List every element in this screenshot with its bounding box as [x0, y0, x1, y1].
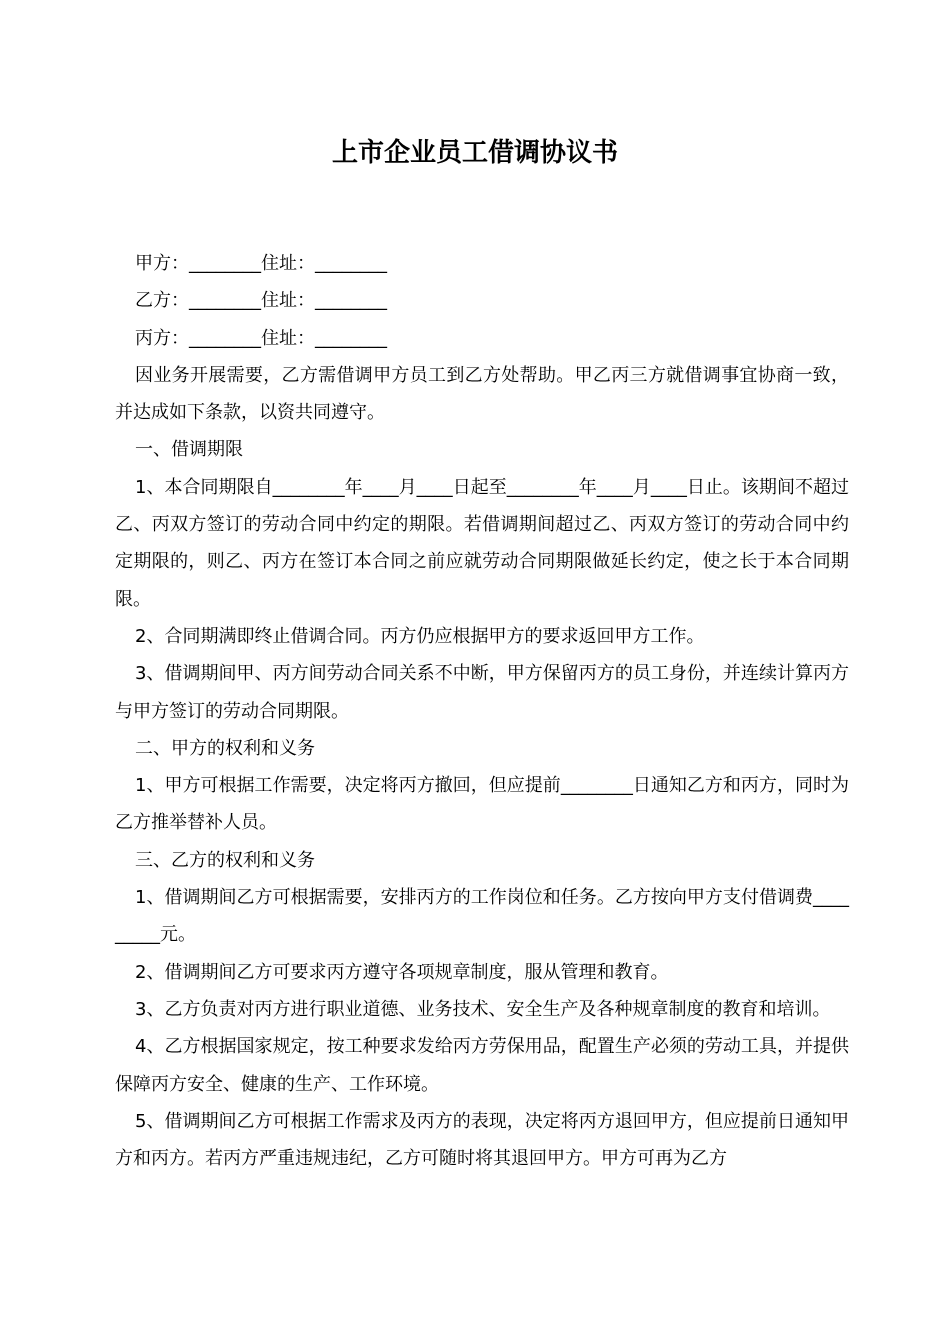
party-c-line: 丙方：________住址：________ — [135, 327, 387, 349]
party-b-clause-5: 5、借调期间乙方可根据工作需求及丙方的表现，决定将丙方退回甲方，但应提前日通知甲方和丙方。若丙方严重违规违纪，乙方可随时将其退回甲方。甲方可再为乙方 — [115, 1110, 849, 1170]
section-heading-party-a: 二、甲方的权利和义务 — [135, 737, 315, 759]
section-heading-party-b: 三、乙方的权利和义务 — [135, 849, 315, 871]
term-clause-2: 2、合同期满即终止借调合同。丙方仍应根据甲方的要求返回甲方工作。 — [135, 625, 705, 647]
party-b-clause-1: 1、借调期间乙方可根据需要，安排丙方的工作岗位和任务。乙方按向甲方支付借调费_________元。 — [115, 887, 849, 946]
preamble-paragraph: 因业务开展需要，乙方需借调甲方员工到乙方处帮助。甲乙丙三方就借调事宜协商一致，并达成如下条款，以资共同遵守。 — [115, 364, 849, 424]
document-title: 上市企业员工借调协议书 — [331, 138, 618, 168]
document-body — [115, 245, 849, 1177]
party-b-clause-4: 4、乙方根据国家规定，按工种要求发给丙方劳保用品，配置生产必须的劳动工具，并提供保障丙方安全、健康的生产、工作环境。 — [115, 1036, 849, 1095]
party-a-line: 甲方：________住址：________ — [135, 253, 387, 274]
party-a-clause-1: 1、甲方可根据工作需要，决定将丙方撤回，但应提前________日通知乙方和丙方，同时为乙方推举替补人员。 — [115, 775, 849, 834]
section-heading-term: 一、借调期限 — [135, 439, 243, 461]
party-b-clause-3: 3、乙方负责对丙方进行职业道德、业务技术、安全生产及各种规章制度的教育和培训。 — [135, 998, 831, 1020]
term-clause-3: 3、借调期间甲、丙方间劳动合同关系不中断，甲方保留丙方的员工身份，并连续计算丙方与甲方签订的劳动合同期限。 — [115, 663, 849, 722]
party-b-line: 乙方：________住址：________ — [135, 290, 387, 312]
term-clause-1: 1、本合同期限自________年____月____日起至________年____月____日止。该期间不超过乙、丙双方签订的劳动合同中约定的期限。若借调期间超过乙、丙双方签订的劳动合同中约定期限的，则乙、丙方在签订本合同之前应就劳动合同期限做延长约定，使之长于本合同期限。 — [115, 476, 849, 610]
party-b-clause-2: 2、借调期间乙方可要求丙方遵守各项规章制度，服从管理和教育。 — [135, 961, 669, 983]
